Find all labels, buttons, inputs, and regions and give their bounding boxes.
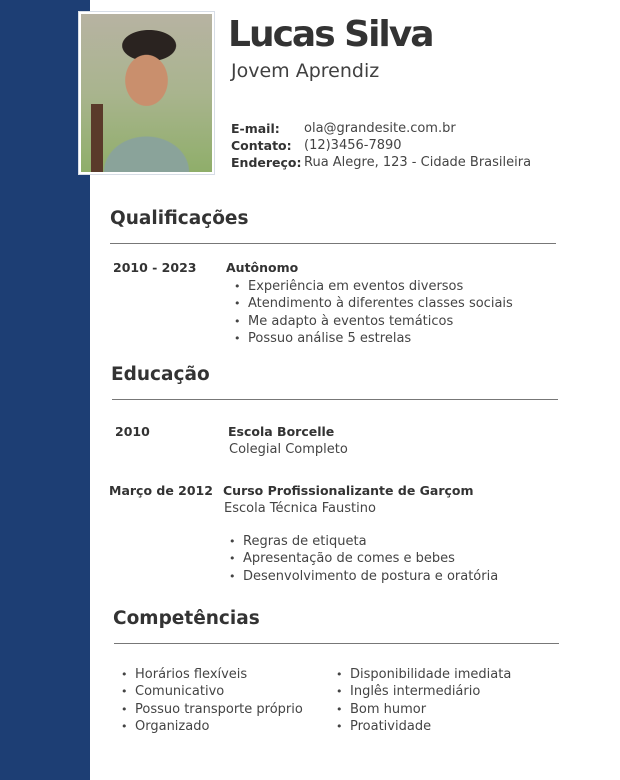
section-title-educacao: Educação [111, 364, 210, 385]
contact-email [231, 120, 531, 137]
skill-item: • Possuo transporte próprio [121, 701, 303, 718]
bullet-item: • Regras de etiqueta [229, 533, 498, 550]
bullet-item: • Possuo análise 5 estrelas [234, 330, 513, 347]
candidate-name: Lucas Silva [228, 14, 433, 55]
section-divider [112, 399, 558, 400]
contact-address [231, 154, 531, 171]
skill-item: • Disponibilidade imediata [336, 666, 511, 683]
entry-period: 2010 [115, 424, 150, 439]
bullet-item: • Experiência em eventos diversos [234, 278, 513, 295]
section-divider [110, 243, 556, 244]
entry-title: Autônomo [226, 260, 299, 275]
entry-title: Escola Borcelle [228, 424, 335, 439]
skill-item: • Inglês intermediário [336, 683, 511, 700]
skill-item: • Bom humor [336, 701, 511, 718]
skills-column-2 [336, 666, 511, 735]
skill-item: • Organizado [121, 718, 303, 735]
skill-item: • Horários flexíveis [121, 666, 303, 683]
sidebar-accent-bar [0, 0, 90, 780]
contact-label: Endereço: [231, 155, 302, 170]
candidate-role: Jovem Aprendiz [231, 60, 380, 82]
profile-photo [79, 12, 214, 174]
skill-item: • Proatividade [336, 718, 511, 735]
qualification-bullets [234, 278, 513, 347]
entry-subtitle: Escola Técnica Faustino [224, 501, 376, 516]
skill-item: • Comunicativo [121, 683, 303, 700]
bullet-item: • Atendimento à diferentes classes sociais [234, 295, 513, 312]
bullet-item: • Apresentação de comes e bebes [229, 550, 498, 567]
phone-value: (12)3456-7890 [304, 138, 402, 153]
section-divider [114, 643, 559, 644]
email-value: ola@grandesite.com.br [304, 121, 456, 136]
skills-column-1 [121, 666, 303, 735]
entry-period: Março de 2012 [109, 483, 213, 498]
contact-label: Contato: [231, 138, 292, 153]
entry-title: Curso Profissionalizante de Garçom [223, 483, 474, 498]
bullet-item: • Me adapto à eventos temáticos [234, 313, 513, 330]
contact-phone [231, 137, 531, 154]
contact-info [231, 120, 531, 171]
bullet-item: • Desenvolvimento de postura e oratória [229, 568, 498, 585]
section-title-competencias: Competências [113, 608, 260, 629]
course-bullets [229, 533, 498, 585]
entry-subtitle: Colegial Completo [229, 442, 348, 457]
section-title-qualificacoes: Qualificações [110, 208, 249, 229]
entry-period: 2010 - 2023 [113, 260, 197, 275]
backpack-strap [91, 104, 103, 174]
contact-label: E-mail: [231, 121, 280, 136]
address-value: Rua Alegre, 123 - Cidade Brasileira [304, 155, 532, 170]
